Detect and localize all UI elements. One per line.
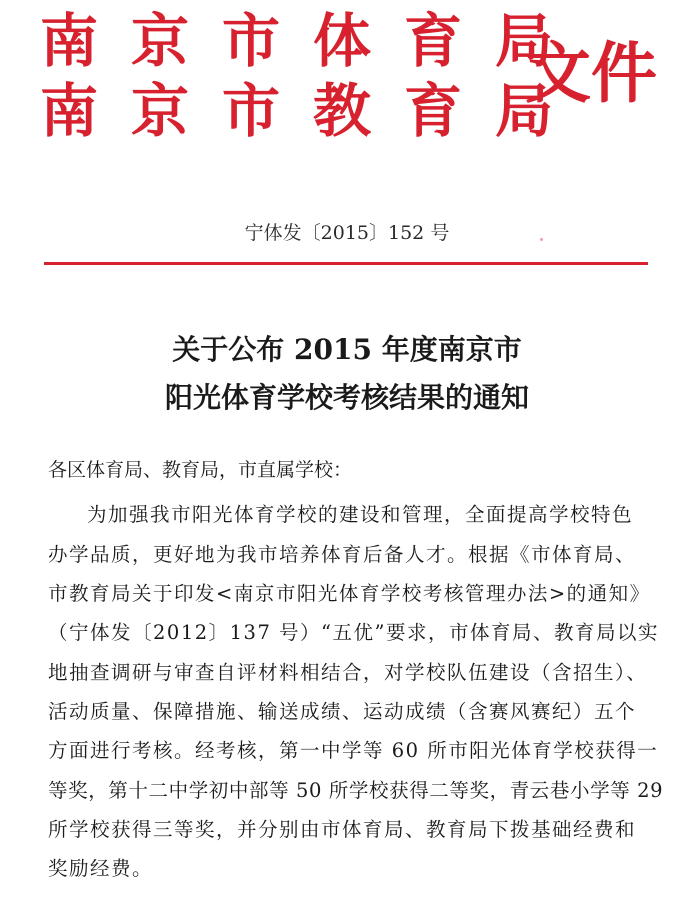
issuer-line-sports-bureau: 南京市体育局 xyxy=(40,7,587,75)
notice-title-line-2: 阳光体育学校考核结果的通知 xyxy=(164,381,529,414)
print-speck xyxy=(540,238,543,241)
document-label: 文件 xyxy=(525,34,657,112)
body-line: 活动质量、保障措施、输送成绩、运动成绩（含赛风赛纪）五个 xyxy=(48,700,637,723)
body-line: 办学品质，更好地为我市培养体育后备人才。根据《市体育局、 xyxy=(48,543,637,566)
document-number: 宁体发〔2015〕152 号 xyxy=(244,222,450,244)
body-line: 为加强我市阳光体育学校的建设和管理，全面提高学校特色 xyxy=(87,503,634,526)
body-line: 市教育局关于印发<南京市阳光体育学校考核管理办法>的通知》 xyxy=(48,582,651,605)
salutation: 各区体育局、教育局，市直属学校： xyxy=(48,459,353,481)
body-line: 等奖，第十二中学初中部等 50 所学校获得二等奖，青云巷小学等 29 xyxy=(48,779,664,802)
body-line: 所学校获得三等奖，并分别由市体育局、教育局下拨基础经费和 xyxy=(48,818,637,841)
issuer-line-education-bureau: 南京市教育局 xyxy=(40,77,587,145)
notice-title-line-1: 关于公布 2015 年度南京市 xyxy=(172,333,522,366)
red-divider-line xyxy=(44,262,648,265)
body-line: 方面进行考核。经考核，第一中学等 60 所市阳光体育学校获得一 xyxy=(48,739,659,762)
body-line: （宁体发〔2012〕137 号）“五优”要求，市体育局、教育局以实 xyxy=(48,621,659,644)
body-line: 地抽查调研与审查自评材料相结合，对学校队伍建设（含招生）、 xyxy=(48,661,648,684)
body-line: 奖励经费。 xyxy=(48,857,154,880)
